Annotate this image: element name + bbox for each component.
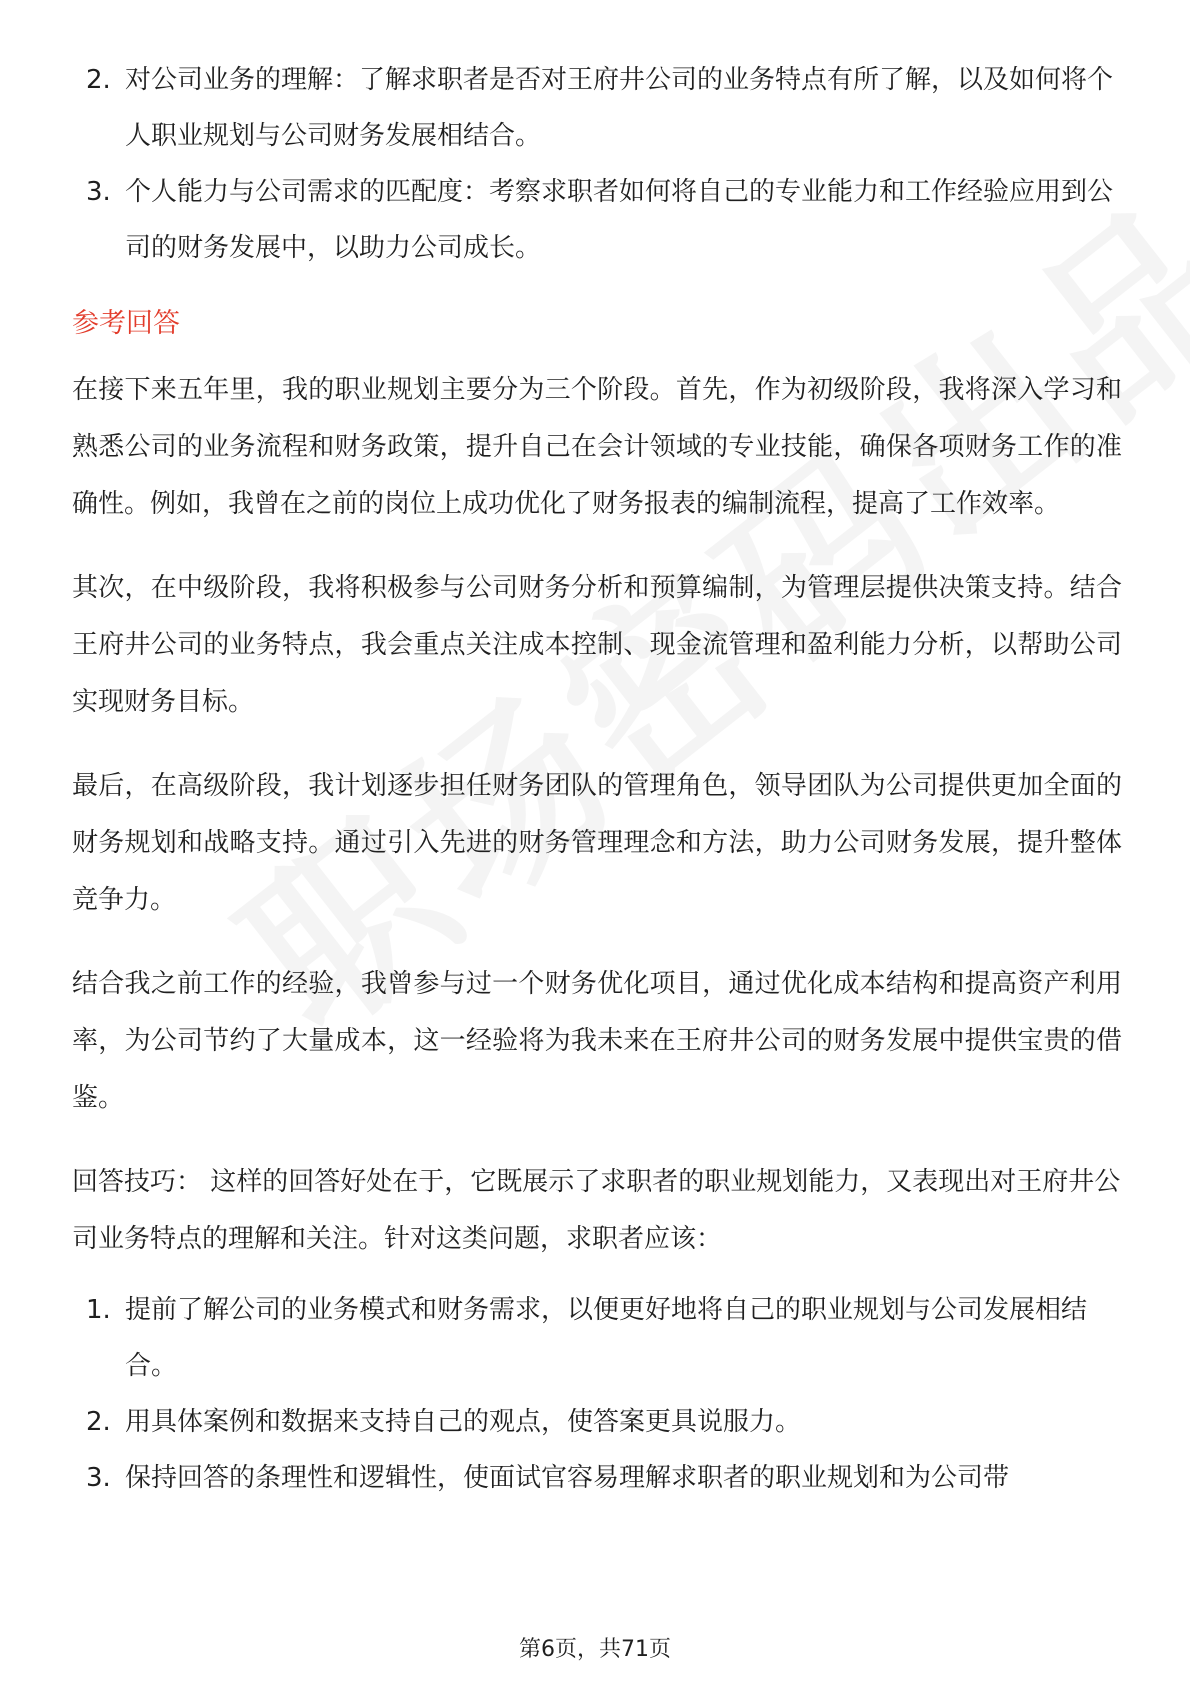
list-item-text: 对公司业务的理解：了解求职者是否对王府井公司的业务特点有所了解，以及如何将个人职业规划与公司财务发展相结合。 [125, 65, 1114, 151]
answer-paragraph: 在接下来五年里，我的职业规划主要分为三个阶段。首先，作为初级阶段，我将深入学习和熟悉公司的业务流程和财务政策，提升自己在会计领域的专业技能，确保各项财务工作的准确性。例如，我曾在之前的岗位上成功优化了财务报表的编制流程，提高了工作效率。 [72, 375, 1122, 519]
page-number: 第6页，共71页 [519, 1637, 671, 1662]
list-number: 1. [86, 1295, 111, 1325]
list-number: 3. [86, 1463, 111, 1493]
evaluation-points-list [72, 52, 1122, 276]
page-content [72, 52, 1122, 1506]
list-item-text: 提前了解公司的业务模式和财务需求，以便更好地将自己的职业规划与公司发展相结合。 [125, 1295, 1088, 1381]
answer-tips: 回答技巧： 这样的回答好处在于，它既展示了求职者的职业规划能力，又表现出对王府井公司业务特点的理解和关注。针对这类问题，求职者应该： [72, 1167, 1121, 1254]
answer-paragraph: 其次，在中级阶段，我将积极参与公司财务分析和预算编制，为管理层提供决策支持。结合王府井公司的业务特点，我会重点关注成本控制、现金流管理和盈利能力分析，以帮助公司实现财务目标。 [72, 573, 1122, 717]
answer-paragraph: 最后，在高级阶段，我计划逐步担任财务团队的管理角色，领导团队为公司提供更加全面的财务规划和战略支持。通过引入先进的财务管理理念和方法，助力公司财务发展，提升整体竞争力。 [72, 771, 1122, 915]
list-item [72, 1450, 1122, 1506]
list-item-text: 用具体案例和数据来支持自己的观点，使答案更具说服力。 [125, 1407, 802, 1437]
list-number: 2. [86, 65, 111, 95]
list-number: 3. [86, 177, 111, 207]
section-heading: 参考回答 [72, 308, 180, 339]
list-item-text: 个人能力与公司需求的匹配度：考察求职者如何将自己的专业能力和工作经验应用到公司的财务发展中，以助力公司成长。 [125, 177, 1114, 263]
list-item [72, 1282, 1122, 1394]
list-item [72, 52, 1122, 164]
tips-list [72, 1282, 1122, 1506]
list-item [72, 164, 1122, 276]
list-number: 2. [86, 1407, 111, 1437]
answer-paragraph: 结合我之前工作的经验，我曾参与过一个财务优化项目，通过优化成本结构和提高资产利用率，为公司节约了大量成本，这一经验将为我未来在王府井公司的财务发展中提供宝贵的借鉴。 [72, 969, 1122, 1113]
list-item [72, 1394, 1122, 1450]
list-item-text: 保持回答的条理性和逻辑性，使面试官容易理解求职者的职业规划和为公司带 [125, 1463, 1010, 1493]
